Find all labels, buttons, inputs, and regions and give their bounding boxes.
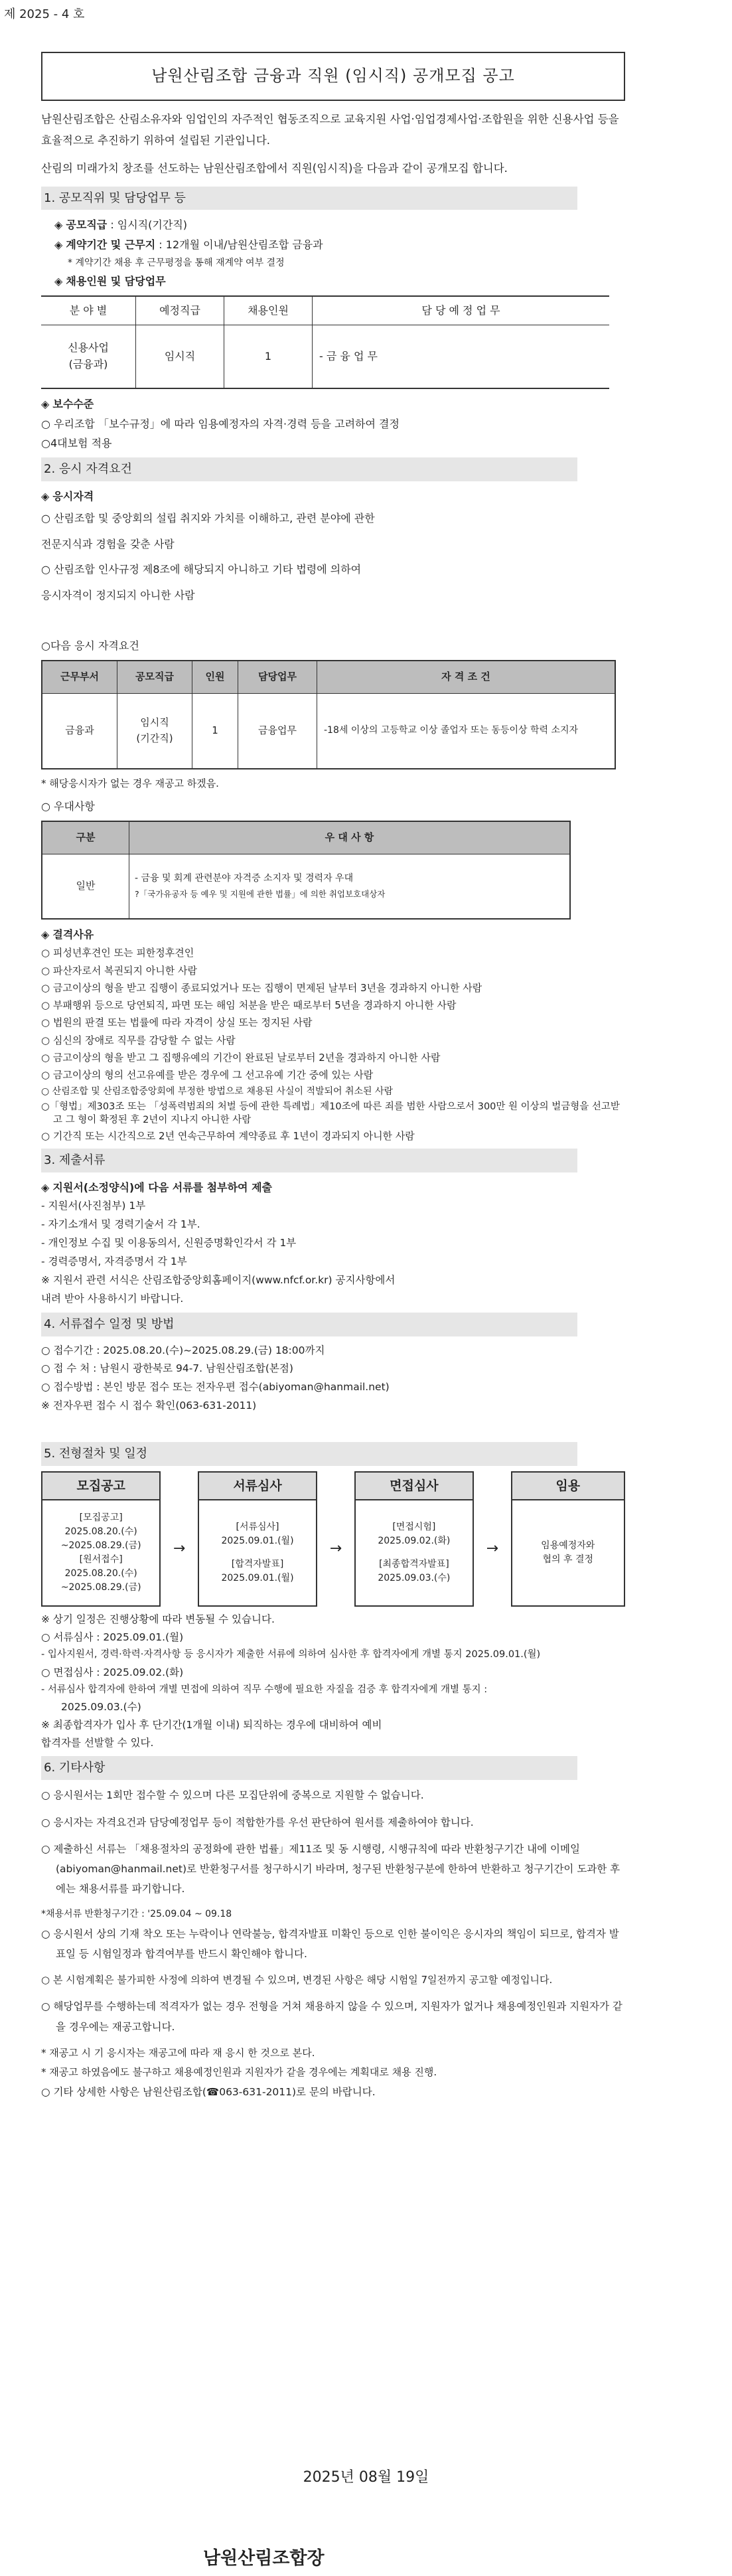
- section-6-heading: 6. 기타사항: [41, 1756, 577, 1780]
- receipt-item: ○ 접수기간 : 2025.08.20.(수)~2025.08.29.(금) 18:00까지: [41, 1344, 325, 1356]
- schedule-note: ※ 최종합격자가 입사 후 단기간(1개월 이내) 퇴직하는 경우에 대비하여 예비: [41, 1719, 382, 1731]
- req-note: * 해당응시자가 없는 경우 재공고 하겠음.: [41, 777, 219, 789]
- period-label: 계약기간 및 근무지: [66, 238, 156, 251]
- schedule-note: - 입사지원서, 경력·학력·자격사항 등 응시자가 제출한 서류에 의하여 심사한 후 합격자에게 개별 통지 2025.09.01.(월): [41, 1649, 541, 1660]
- period-value: : 12개월 이내/남원산림조합 금융과: [155, 238, 323, 251]
- grade-line: [41, 215, 625, 235]
- step-box: [511, 1471, 625, 1607]
- schedule-note: 합격자를 선발할 수 있다.: [41, 1737, 154, 1749]
- step-line: [최종합격자발표]: [379, 1558, 449, 1570]
- step-line: [원서접수]: [79, 1554, 123, 1565]
- disq-item: ○ 금고이상의 형을 받고 그 집행유예의 기간이 완료된 날로부터 2년을 경과하지 아니한 사람: [41, 1051, 441, 1064]
- docs-item: - 경력증명서, 자격증명서 각 1부: [41, 1255, 187, 1267]
- schedule-note: ○ 면접심사 : 2025.09.02.(화): [41, 1666, 184, 1678]
- arrow-right-icon: →: [329, 1540, 342, 1557]
- step-line: 협의 후 결정: [542, 1554, 594, 1565]
- step-line: 2025.09.02.(화): [378, 1535, 451, 1546]
- misc-item: ○ 제출하신 서류는 「채용절차의 공정화에 관한 법률」제11조 및 동 시행령, 시행규칙에 따라 반환청구기간 내에 이메일(abiyoman@hanmail.net)로 반환청구서를 청구하시기 바라며, 청구된 반환청구분에 한하여 반환하고 청구기간이 도과한 후에는 채용서류를 파기합니다.: [41, 1842, 621, 1895]
- step-box: [198, 1471, 317, 1607]
- step-line: ~2025.08.29.(금): [60, 1581, 141, 1593]
- table-cell: 임시직 (기간직): [117, 693, 192, 769]
- section-2-heading: 2. 응시 자격요건: [41, 457, 577, 481]
- docs-item: ※ 지원서 관련 서식은 산림조합중앙회홈페이지(www.nfcf.or.kr) 공지사항에서: [41, 1273, 396, 1286]
- table-cell: 1: [224, 325, 313, 389]
- period-note: * 계약기간 채용 후 근무평정을 통해 재계약 여부 결정: [68, 257, 285, 268]
- schedule-note: - 서류심사 합격자에 한하여 개별 면접에 의하여 직무 수행에 필요한 자질을 검증 후 합격자에게 개별 통지 :: [41, 1684, 488, 1695]
- schedule-note: ○ 서류심사 : 2025.09.01.(월): [41, 1631, 184, 1644]
- requirements-table: [41, 660, 616, 769]
- step-title: 임용: [512, 1473, 624, 1500]
- step-line: 임용예정자와: [541, 1540, 595, 1551]
- step-title: 면접심사: [356, 1473, 473, 1500]
- period-line: [41, 235, 625, 255]
- hire-line: [41, 272, 625, 291]
- disq-line: [41, 925, 625, 945]
- schedule-note: ※ 상기 일정은 진행상황에 따라 변동될 수 있습니다.: [41, 1613, 275, 1625]
- step-line: [면접시험]: [392, 1521, 436, 1532]
- preference-table: [41, 821, 571, 920]
- docs-item: - 지원서(사진첨부) 1부: [41, 1200, 146, 1212]
- step-line: [모집공고]: [79, 1512, 123, 1523]
- misc-item: ○ 해당업무를 수행하는데 적격자가 없는 경우 전형을 거쳐 채용하지 않을 수 있으며, 지원자가 없거나 채용예정인원과 지원자가 같을 경우에는 재공고합니다.: [41, 2000, 622, 2033]
- table-cell: 임시직: [136, 325, 224, 389]
- table-cell: 1: [192, 693, 238, 769]
- step-line: 2025.08.20.(수): [64, 1568, 137, 1579]
- misc-item: * 재공고 하였음에도 불구하고 채용예정인원과 지원자가 같을 경우에는 계획대로 채용 진행.: [41, 2066, 437, 2079]
- table-cell: 일반: [42, 854, 129, 919]
- step-title: 서류심사: [199, 1473, 316, 1500]
- docs-label: 지원서(소정양식)에 다음 서류를 첨부하여 제출: [52, 1180, 272, 1194]
- qual-text: 응시자격이 정지되지 아니한 사람: [41, 588, 195, 602]
- hire-label: 채용인원 및 담당업무: [66, 275, 166, 288]
- step-title: 모집공고: [42, 1473, 159, 1500]
- receipt-item: ○ 접수방법 : 본인 방문 접수 또는 전자우편 접수(abiyoman@hanmail.net): [41, 1381, 390, 1394]
- grade-value: : 임시직(기간직): [107, 218, 188, 232]
- qual-text: ○ 산림조합 인사규정 제8조에 해당되지 아니하고 기타 법령에 의하여: [41, 563, 362, 576]
- qual-text: ○ 산림조합 및 중앙회의 설립 취지와 가치를 이해하고, 관련 분야에 관한: [41, 512, 375, 525]
- req-label: ○다음 응시 자격요건: [41, 639, 139, 652]
- qual-text: 전문지식과 경험을 갖춘 사람: [41, 537, 175, 550]
- misc-item: ○ 응시자는 자격요건과 담당예정업무 등이 적합한가를 우선 판단하여 원서를 제출하여야 합니다.: [41, 1816, 474, 1828]
- disq-item: ○ 금고이상의 형을 받고 집행이 종료되었거나 또는 집행이 면제된 날부터 3년을 경과하지 아니한 사람: [41, 981, 482, 994]
- grade-label: 공모직급: [66, 218, 108, 232]
- receipt-item: ※ 전자우편 접수 시 접수 확인(063-631-2011): [41, 1400, 257, 1412]
- misc-item: ○ 본 시험계획은 불가피한 사정에 의하여 변경될 수 있으며, 변경된 사항은 해당 시험일 7일전까지 공고할 예정입니다.: [41, 1974, 553, 1986]
- diamond-icon: ◈: [41, 927, 50, 941]
- hire-table: [41, 295, 609, 389]
- notice-title: 남원산림조합 금융과 직원 (임시직) 공개모집 공고: [41, 52, 625, 101]
- disq-item: ○ 산림조합 및 산림조합중앙회에 부정한 방법으로 채용된 사실이 적발되어 취소된 사람: [41, 1086, 394, 1097]
- diamond-icon: ◈: [41, 398, 50, 411]
- table-cell: 금융업무: [238, 693, 317, 769]
- notice-date: 2025년 08월 19일: [303, 2469, 429, 2486]
- arrow-right-icon: →: [486, 1540, 498, 1557]
- step-body: [356, 1500, 473, 1605]
- step-line: [합격자발표]: [231, 1558, 284, 1570]
- docs-line: [41, 1178, 625, 1198]
- diamond-icon: ◈: [41, 489, 50, 503]
- pref-line: - 금융 및 회계 관련분야 자격증 소지자 및 경력자 우대: [135, 873, 354, 884]
- diamond-icon: ◈: [54, 238, 63, 251]
- table-header: 담당업무: [238, 661, 317, 694]
- intro-paragraph: 남원산림조합은 산림소유자와 임업인의 자주적인 협동조직으로 교육지원 사업·임업경제사업·조합원을 위한 신용사업 등을 효율적으로 추진하기 위하여 설립된 기관입니다.: [41, 113, 619, 147]
- document-number: 제 2025 - 4 호: [4, 7, 85, 21]
- diamond-icon: ◈: [54, 275, 63, 288]
- diamond-icon: ◈: [54, 218, 63, 232]
- disq-item: ○ 피성년후견인 또는 피한정후견인: [41, 947, 194, 959]
- process-flow: [41, 1471, 625, 1607]
- section-4-heading: 4. 서류접수 일정 및 방법: [41, 1313, 577, 1336]
- pay-detail: ○4대보험 적용: [41, 437, 112, 450]
- table-header: 채용인원: [224, 296, 313, 325]
- step-box: [354, 1471, 474, 1607]
- arrow-right-icon: →: [173, 1540, 186, 1557]
- qual-line: [41, 487, 625, 507]
- step-box: [41, 1471, 161, 1607]
- docs-item: - 개인정보 수집 및 이용동의서, 신원증명확인각서 각 1부: [41, 1237, 297, 1249]
- misc-item: *채용서류 반환청구기간 : '25.09.04 ~ 09.18: [41, 1909, 232, 1920]
- misc-item: ○ 응시원서 상의 기재 착오 또는 누락이나 연락불능, 합격자발표 미확인 등으로 인한 불이익은 응시자의 책임이 되므로, 합격자 발표일 등 시험일정과 합격여부를 반드시 확인해야 합니다.: [41, 1927, 619, 1960]
- disq-label: 결격사유: [52, 927, 94, 941]
- issuer-signature: 남원산림조합장: [203, 2548, 325, 2569]
- table-cell: 금융과: [42, 693, 117, 769]
- step-line: 2025.09.01.(월): [221, 1572, 294, 1583]
- pay-label: 보수수준: [52, 398, 94, 411]
- pref-line: ?「국가유공자 등 예우 및 지원에 관한 법률」에 의한 취업보호대상자: [135, 889, 386, 900]
- section-1-heading: 1. 공모직위 및 담당업무 등: [41, 187, 577, 210]
- table-header: 담 당 예 정 업 무: [313, 296, 610, 325]
- table-header: 예정직급: [136, 296, 224, 325]
- section-5-heading: 5. 전형절차 및 일정: [41, 1442, 577, 1466]
- disq-item: ○ 기간직 또는 시간직으로 2년 연속근무하여 계약종료 후 1년이 경과되지 아니한 사람: [41, 1129, 415, 1142]
- misc-item: * 재공고 시 기 응시자는 재공고에 따라 재 응시 한 것으로 본다.: [41, 2046, 315, 2059]
- misc-item: ○ 기타 상세한 사항은 남원산림조합(☎063-631-2011)로 문의 바랍니다.: [41, 2086, 376, 2099]
- table-header: 인원: [192, 661, 238, 694]
- qual-label: 응시자격: [52, 489, 94, 503]
- disq-item: ○「형법」제303조 또는 「성폭력범죄의 처벌 등에 관한 특례법」제10조에 따른 죄를 범한 사람으로서 300만 원 이상의 벌금형을 선고받고 그 형이 확정된 후 2년이 지나지 아니한 사람: [41, 1101, 620, 1126]
- notice-body: [41, 52, 625, 2103]
- docs-item: - 자기소개서 및 경력기술서 각 1부.: [41, 1218, 200, 1231]
- table-header: 우 대 사 항: [129, 821, 571, 854]
- table-header: 근무부서: [42, 661, 117, 694]
- table-header: 구분: [42, 821, 129, 854]
- table-header: 공모직급: [117, 661, 192, 694]
- schedule-note: 2025.09.03.(수): [61, 1701, 141, 1714]
- table-cell: [129, 854, 571, 919]
- table-header: 분 야 별: [41, 296, 136, 325]
- pay-detail: ○ 우리조합 「보수규정」에 따라 임용예정자의 자격·경력 등을 고려하여 결정: [41, 417, 400, 430]
- docs-item: 내려 받아 사용하시기 바랍니다.: [41, 1292, 184, 1305]
- table-cell: - 금 융 업 무: [313, 325, 610, 389]
- disq-item: ○ 법원의 판결 또는 법률에 따라 자격이 상실 또는 정지된 사람: [41, 1016, 313, 1029]
- step-body: [199, 1500, 316, 1605]
- disq-item: ○ 심신의 장애로 직무를 감당할 수 없는 사람: [41, 1034, 236, 1046]
- pref-label: ○ 우대사항: [41, 800, 95, 813]
- step-line: 2025.09.01.(월): [221, 1535, 294, 1546]
- misc-item: ○ 응시원서는 1회만 접수할 수 있으며 다른 모집단위에 중복으로 지원할 수 없습니다.: [41, 1789, 424, 1802]
- section-3-heading: 3. 제출서류: [41, 1149, 577, 1172]
- step-line: 2025.08.20.(수): [64, 1526, 137, 1537]
- disq-item: ○ 금고이상의 형의 선고유예를 받은 경우에 그 선고유예 기간 중에 있는 사람: [41, 1069, 374, 1082]
- pay-line: [41, 394, 625, 414]
- table-cell: -18세 이상의 고등학교 이상 졸업자 또는 동등이상 학력 소지자: [317, 693, 616, 769]
- diamond-icon: ◈: [41, 1180, 50, 1194]
- step-line: [서류심사]: [236, 1521, 279, 1532]
- disq-item: ○ 파산자로서 복권되지 아니한 사람: [41, 964, 198, 977]
- step-line: 2025.09.03.(수): [378, 1572, 451, 1583]
- step-line: ~2025.08.29.(금): [60, 1540, 141, 1551]
- step-body: [42, 1500, 159, 1605]
- disq-item: ○ 부패행위 등으로 당연퇴직, 파면 또는 해임 처분을 받은 때로부터 5년을 경과하지 아니한 사람: [41, 999, 457, 1012]
- receipt-item: ○ 접 수 처 : 남원시 광한북로 94-7. 남원산림조합(본점): [41, 1362, 293, 1375]
- table-header: 자 격 조 건: [317, 661, 616, 694]
- step-body: [512, 1500, 624, 1605]
- table-cell: 신용사업 (금융과): [41, 325, 136, 389]
- lead-paragraph: 산림의 미래가치 창조를 선도하는 남원산림조합에서 직원(임시직)을 다음과 같이 공개모집 합니다.: [41, 162, 508, 175]
